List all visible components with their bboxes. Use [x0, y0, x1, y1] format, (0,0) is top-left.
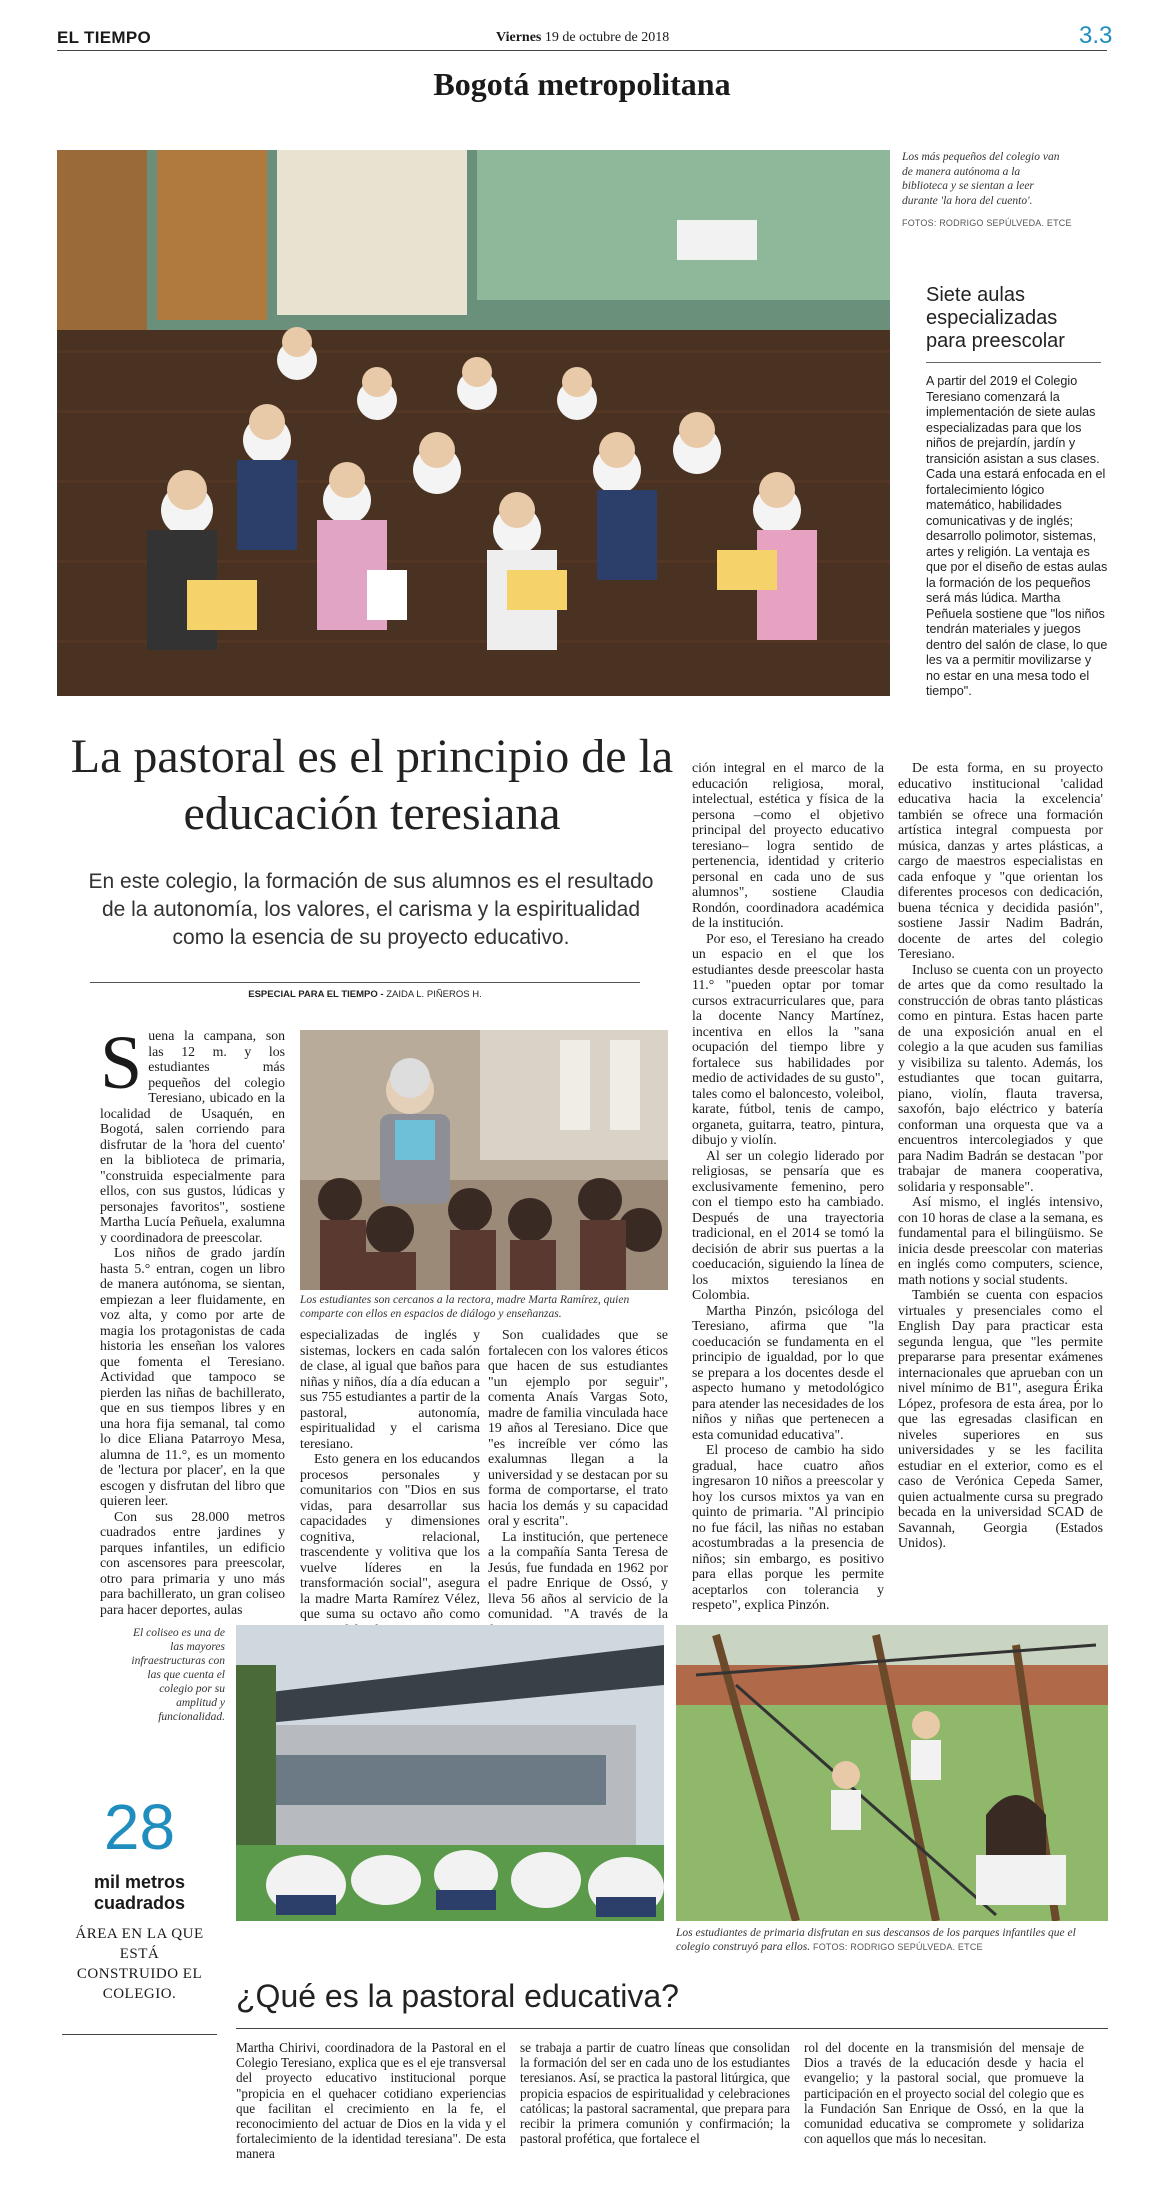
article-headline: La pastoral es el principio de la educación teresiana [70, 730, 674, 840]
byline-label: ESPECIAL PARA EL TIEMPO - [248, 989, 387, 1000]
pastoral-title: ¿Qué es la pastoral educativa? [236, 1978, 679, 2014]
newspaper-brand: EL TIEMPO [57, 28, 152, 47]
article-byline [90, 982, 640, 1000]
pastoral-rule [236, 2028, 1108, 2029]
park-caption [676, 1926, 1108, 1954]
section-title: Bogotá metropolitana [433, 66, 731, 102]
issue-date [496, 30, 669, 46]
article-paragraph: Al ser un colegio liderado por religiosas, se pensaría que es exclusivamente femenino, pero con el tiempo esto ha cambiado. Después de una trayectoria tradicional, en el 2014 se tomó la decisión de abrir sus puertas a la coeducación, siguiendo la línea de los mixtos teresianos en Colombia. [692, 1147, 884, 1302]
article-paragraph: especializadas de inglés y sistemas, lockers en cada salón de clase, al igual que baños para niñas y niños, día a día educan a sus 755 estudiantes a partir de la pastoral, autonomía, espiritualidad y el carisma teresiano. [300, 1327, 480, 1451]
article-paragraph: Incluso se cuenta con un proyecto de artes que da como resultado la construcción de obras tanto plásticas como en pintura. Estas hacen parte de una exposición anual en el colegio a la que acuden sus familias y visibiliza su talento. Además, los estudiantes que tocan guitarra, piano, violín, flauta traversa, saxofón, bajo eléctrico y batería conforman una orquesta que va a encuentros intercolegiados y que para Nadim Badrán se destacan "por trabajar de manera cooperativa, solidaria y responsable". [898, 961, 1103, 1194]
article-paragraph: Así mismo, el inglés intensivo, con 10 horas de clase a la semana, es fundamental para el bilingüismo. Se inicia desde preescolar con materias en inglés como computers, science, math notions y social students. [898, 1194, 1103, 1287]
article-column-3 [488, 1327, 668, 1637]
date-rest: 19 de octubre de 2018 [541, 30, 670, 45]
article-paragraph: La institución, que pertenece a la compañía Santa Teresa de Jesús, fue fundada en 1962 por el padre Enrique de Ossó, y lleva 56 años al servicio de la comunidad. "A través de la [488, 1528, 668, 1621]
header-rule [57, 50, 1107, 51]
article-paragraph: uena la campana, son las 12 m. y los estudiantes más pequeños del colegio Teresiano, ubicado en la localidad de Usaquén, en Bogotá, salen corriendo para disfrutar de la 'hora del cuento' en la biblioteca de primaria, "construida especialmente para ellos, con sus gustos, lúdicas y personajes favoritos", sostiene Martha Lucía Peñuela, exalumna y coordinadora de preescolar. [100, 1028, 285, 1245]
article-dropcap: S [100, 1021, 143, 1105]
main-photo-children-library [57, 150, 890, 696]
stat-number: 28 [103, 1791, 176, 1863]
article-paragraph: El proceso de cambio ha sido gradual, hace cuatro años ingresaron 10 niños a preescolar y hoy los cursos mixtos ya van en quinto de primaria. "Al principio no fue fácil, las niñas no estaban acostumbradas a la presencia de niños; sin embargo, es positivo para ellas porque les permite aceptarlos con tolerancia y respeto", explica Pinzón. [692, 1442, 884, 1612]
article-deck: En este colegio, la formación de sus alumnos es el resultado de la autonomía, los valores, el carisma y la espiritualidad como la esencia de su proyecto educativo. [88, 870, 654, 949]
main-photo-caption: Los más pequeños del colegio van de manera autónoma a la biblioteca y se sientan a leer durante 'la hora del cuento'. [902, 151, 1060, 207]
article-paragraph: Martha Pinzón, psicóloga del Teresiano, afirma que "la coeducación se fundamenta en el principio de igualdad, por lo que se prepara a los docentes desde el aspecto humano y metodológico para atender las necesidades de los niños y niñas que pertenecen a esta comunidad educativa". [692, 1302, 884, 1442]
park-caption-text: Los estudiantes de primaria disfrutan en sus descansos de los parques infantiles que el colegio construyó para ellos. [676, 1927, 1076, 1953]
inset-photo-rector-students [300, 1030, 668, 1290]
article-paragraph: También se cuenta con espacios virtuales y presenciales como el English Day para practicar esta segunda lengua, que "les permite prepararse para presentar exámenes internacionales que aprueban con un nivel mínimo de B1", asegura Érika López, profesora de esta área, por lo que las egresadas clasifican en niveles superiores en sus universidades y se les facilita estudiar en el exterior, como es el caso de Verónica Cepeda Samer, quien actualmente cursa su pregrado becada en la universidad SCAD de Savannah, Georgia (Estados Unidos). [898, 1287, 1103, 1550]
park-photo [676, 1625, 1108, 1921]
article-paragraph: ción integral en el marco de la educación religiosa, moral, intelectual, estética y física de la persona –como el objetivo principal del proyecto educativo teresiano– logra sentido de pertenencia, identidad y criterio personal en cada uno de sus alumnos", sostiene Claudia Rondón, coordinadora académica de la institución. [692, 760, 884, 930]
byline-name: ZAIDA L. PIÑEROS H. [386, 989, 482, 1000]
article-paragraph: De esta forma, en su proyecto educativo institucional 'calidad educativa hacia la excelencia' también se ofrece una formación artística integral compuesta por música, danzas y artes plásticas, a cargo de maestros especialistas en cada enfoque y "que orientan los diferentes procesos con dedicación, buena técnica y decidida pasión", sostiene Jassir Nadim Badrán, docente de artes del colegio Teresiano. [898, 760, 1103, 961]
pastoral-column-2: se trabaja a partir de cuatro líneas que consolidan la formación del ser en cada uno de los estudiantes teresianos. Así, se practica la pastoral litúrgica, que propicia espacios de espiritualidad y celebraciones católicas; la pastoral sacramental, que prepara para recibir la primera comunión y confirmación; la pastoral profética, que fortalece el [520, 2040, 791, 2147]
park-credit: FOTOS: RODRIGO SEPÚLVEDA. ETCE [813, 1942, 983, 1952]
pastoral-column-1: Martha Chirivi, coordinadora de la Pastoral en el Colegio Teresiano, explica que es el eje transversal del proyecto educativo institucional porque "propicia en el quehacer cotidiano experiencias que facilitan el crecimiento en la fe, el reconocimiento del actuar de Dios en la vida y el fortalecimiento de la identidad teresiana". De esta manera [236, 2040, 506, 2162]
stat-sublabel: ÁREA EN LA QUE ESTÁ CONSTRUIDO EL COLEGIO. [75, 1926, 204, 2002]
article-column-4 [692, 760, 884, 1613]
article-paragraph: Con sus 28.000 metros cuadrados entre jardines y parques infantiles, un edificio con ascensores para preescolar, otro para primaria y uno más para bachillerato, un gran coliseo para hacer deportes, aulas [100, 1508, 285, 1617]
coliseo-photo [236, 1625, 664, 1921]
article-column-5 [898, 760, 1103, 1551]
sidebar-rule [926, 362, 1101, 363]
coliseo-caption: El coliseo es una de las mayores infraestructuras con las que cuenta el colegio por su amplitud y funcionalidad. [131, 1627, 225, 1723]
sidebar-title: Siete aulas especializadas para preescolar [926, 284, 1065, 352]
page-number: 3.3 [1079, 22, 1113, 49]
article-paragraph: Los niños de grado jardín hasta 5.° entran, cogen un libro de manera autónoma, se sientan, empiezan a leer fluidamente, en voz alta, y como por arte de magia los protagonistas de cada historia les enseñan los valores que fomenta el Teresiano. Actividad que tampoco se pierden las niñas de bachillerato, que en sus tiempos libres y en una hora fija semanal, tal como lo dice Eliana Patarroyo Mesa, alumna de 11.°, es un momento de 'lectura por placer', en la que escogen y disfrutan del libro que quieren leer. [100, 1245, 285, 1508]
stat-rule [62, 2034, 217, 2035]
pastoral-column-3: rol del docente en la transmisión del mensaje de Dios a través de la educación desde y hacia el evangelio; y la pastoral social, que promueve la participación en el proyecto social del colegio que es la Fundación San Enrique de Ossó, en la que la comunidad educativa se compromete y solidariza con aquellos que más lo necesitan. [804, 2040, 1084, 2147]
sidebar-body: A partir del 2019 el Colegio Teresiano comenzará la implementación de siete aulas especializadas para que los niños de prejardín, jardín y transición asistan a sus clases. Cada una estará enfocada en el fortalecimiento lógico matemático, habilidades comunicativas y de inglés; desarrollo polimotor, sistemas, artes y religión. La ventaja es que por el diseño de estas aulas la formación de los pequeños será más lúdica. Martha Peñuela sostiene que "los niños tendrán materiales y juegos dentro del salón de clase, lo que les va a permitir movilizarse y no estar en una mesa todo el tiempo". [926, 374, 1108, 698]
article-paragraph: Por eso, el Teresiano ha creado un espacio en el que los estudiantes desde preescolar hasta 11.° "pueden optar por tomar cursos extracurriculares que, para la docente Nancy Martínez, incentiva en ellos la "sana ocupación del tiempo libre y fortalece sus habilidades por medio de actividades de su gusto", tales como el baloncesto, voleibol, karate, fútbol, tenis de campo, organeta, guitarra, teatro, pintura, dibujo y violín. [692, 930, 884, 1147]
article-column-1 [100, 1021, 285, 1617]
article-column-2 [300, 1327, 480, 1637]
article-paragraph: Esto genera en los educandos procesos personales y comunitarios con "Dios en sus vidas, para desarrollar sus capacidades y dimensiones cognitiva, relacional, trascendente y volitiva que los vuelve líderes en la transformación social", asegura la madre Marta Ramírez Vélez, que suma su octavo año como [300, 1451, 480, 1621]
date-day: Viernes [496, 30, 542, 45]
stat-label: mil metros cuadrados [93, 1872, 186, 1913]
article-paragraph: Son cualidades que se fortalecen con los valores éticos que hacen de sus estudiantes "un ejemplo por seguir", comenta Anaís Vargas Soto, madre de familia vinculada hace 19 años al Teresiano. Dice que "es increíble ver cómo las exalumnas llegan a la universidad y se destacan por su forma de comportarse, el trato hacia los demás y su capacidad oral y escrita". [488, 1327, 668, 1528]
inset-photo-caption: Los estudiantes son cercanos a la rectora, madre Marta Ramírez, quien comparte con ellos en espacios de diálogo y enseñanzas. [300, 1294, 630, 1320]
main-photo-credit: FOTOS: RODRIGO SEPÚLVEDA. ETCE [902, 218, 1072, 228]
